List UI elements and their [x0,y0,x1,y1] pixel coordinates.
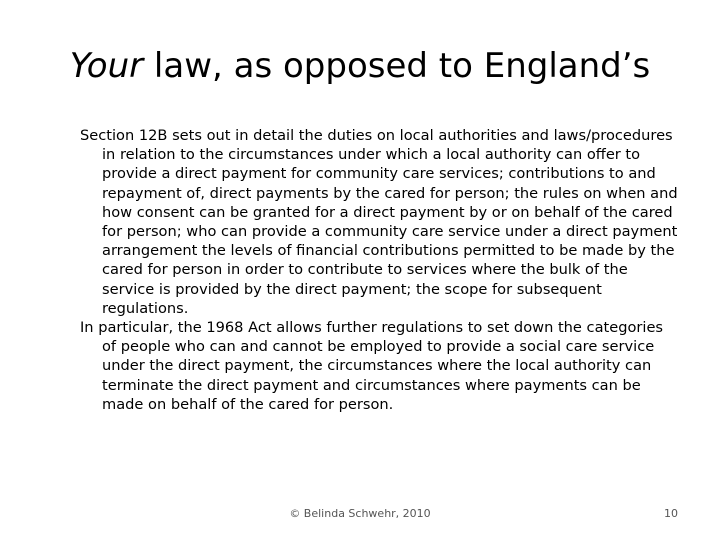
footer-copyright: © Belinda Schwehr, 2010 [289,507,431,520]
slide-title [0,42,720,90]
slide-title-italic: Your [69,46,144,86]
footer-page-number: 10 [664,507,678,520]
slide-title-rest: law, as opposed to England’s [143,46,651,86]
slide-body [80,126,680,414]
body-paragraph-section-12b: Section 12B sets out in detail the duties on local authorities and laws/procedures in relation to the circumstances under which a local authority can offer to provide a direct payment for community care services; contributions to and repayment of, direct payments by the cared for person; the rules on when and how consent can be granted for a direct payment by or on behalf of the cared for person; who can provide a community care service under a direct payment arrangement the levels of financial contributions permitted to be made by the cared for person in order to contribute to services where the bulk of the service is provided by the direct payment; the scope for subsequent regulations. [80,127,678,317]
body-paragraph-1968-act: In particular, the 1968 Act allows further regulations to set down the categories of people who can and cannot be employed to provide a social care service under the direct payment, the circumstances where the local authority can terminate the direct payment and circumstances where payments can be made on behalf of the cared for person. [80,319,664,413]
